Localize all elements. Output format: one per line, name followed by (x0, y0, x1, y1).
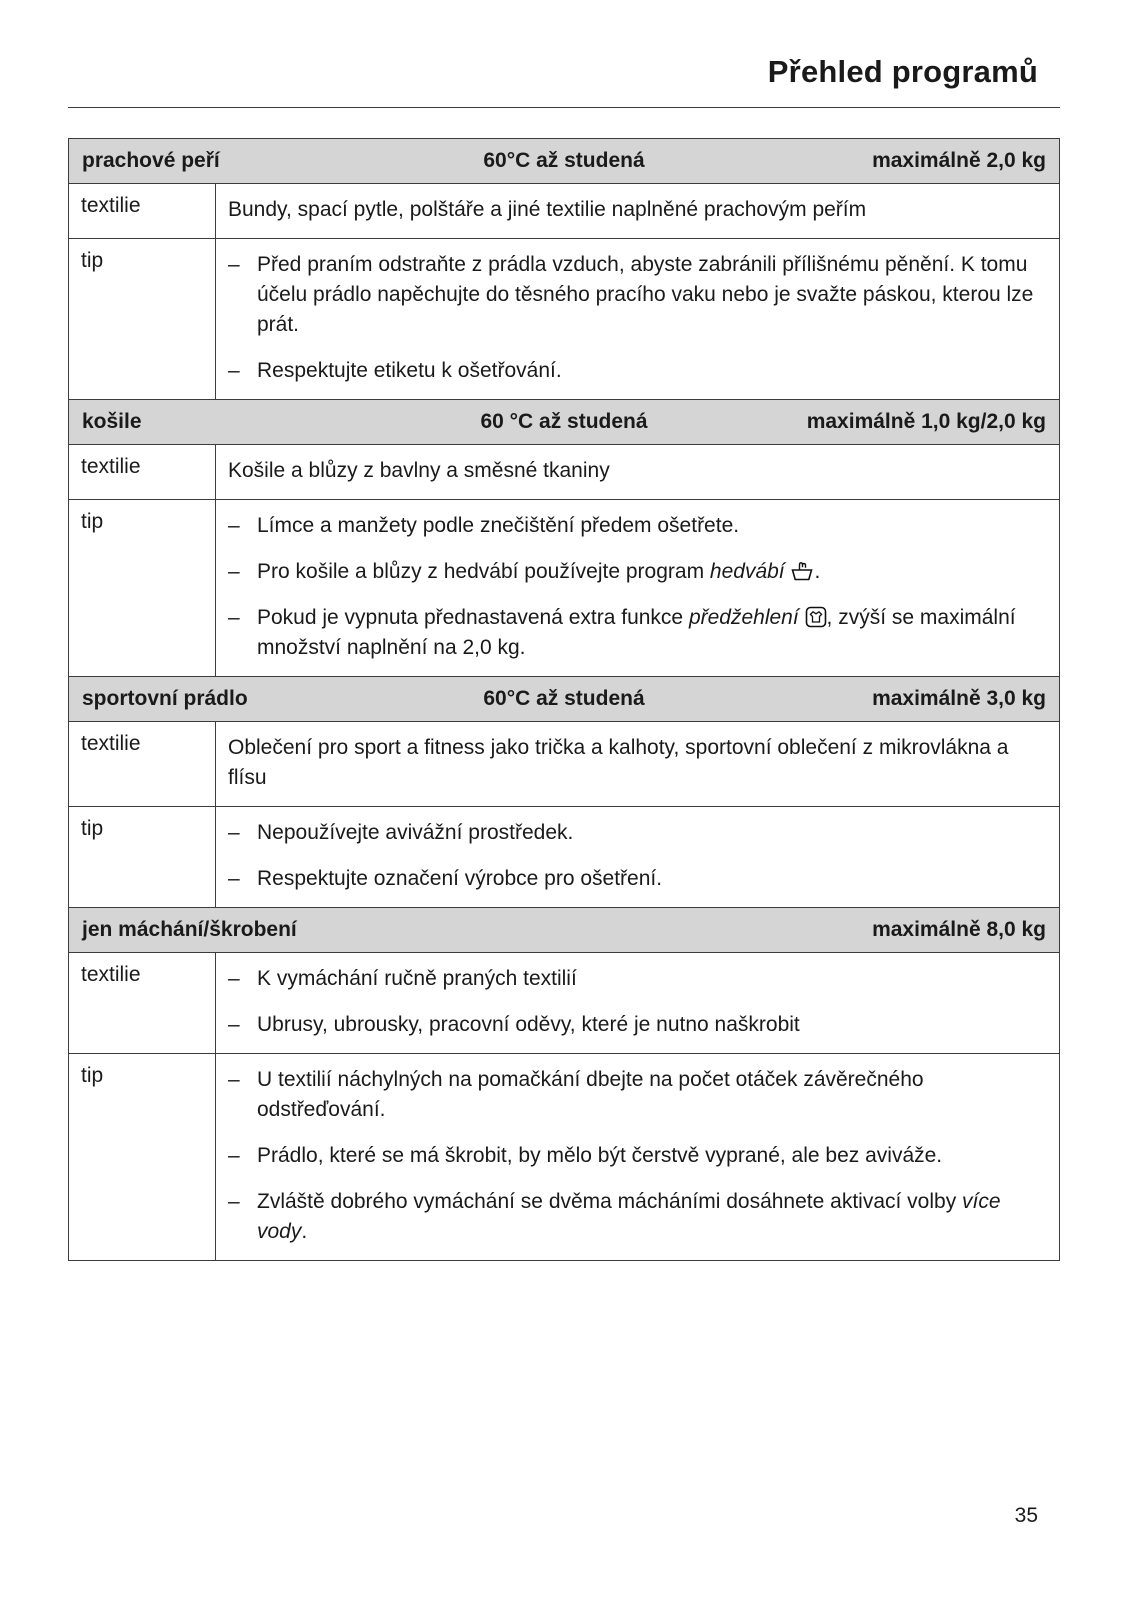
text-segment: K vymáchání ručně praných textilií (257, 967, 577, 990)
row-content (216, 445, 1059, 499)
program-row (69, 238, 1059, 399)
programs-table (68, 138, 1060, 1261)
row-label: tip (69, 1054, 216, 1260)
dash-bullet: – (228, 1144, 240, 1167)
dash-bullet: – (228, 967, 240, 990)
text-segment: , zvýší se maximální množství naplnění na 2,0 kg. (257, 606, 1016, 659)
textile-description (228, 733, 1045, 793)
program-section (69, 139, 1059, 399)
row-label: textilie (69, 953, 216, 1053)
list-item (228, 1010, 1045, 1040)
list-item-text (257, 1141, 1045, 1171)
row-content (216, 500, 1059, 676)
dash-bullet: – (228, 1190, 240, 1213)
text-segment: Pokud je vypnuta přednastavená extra funkce (257, 606, 689, 629)
text-segment: Před praním odstraňte z prádla vzduch, abyste zabránili přílišnému pěnění. K tomu účelu prádlo napěchujte do těsného pracího vaku nebo je svažte páskou, kterou lze prát. (257, 253, 1034, 336)
program-name: prachové peří (82, 149, 220, 172)
list-item (228, 818, 1045, 848)
list-item (228, 864, 1045, 894)
text-segment: . (814, 560, 821, 583)
text-segment: Límce a manžety podle znečištění předem ošetřete. (257, 514, 740, 537)
program-row (69, 1053, 1059, 1260)
dash-bullet: – (228, 867, 240, 890)
row-label: tip (69, 239, 216, 399)
list-item-text (257, 557, 1045, 587)
row-label: textilie (69, 184, 216, 238)
text-segment: Bundy, spací pytle, polštáře a jiné textilie naplněné prachovým peřím (228, 198, 867, 221)
program-section (69, 676, 1059, 907)
program-header (69, 908, 1059, 952)
list-item-text (257, 964, 1045, 994)
dash-bullet: – (228, 606, 240, 629)
program-temperature: 60 °C až studená (480, 410, 648, 433)
program-temperature: 60°C až studená (483, 149, 645, 172)
text-segment: Ubrusy, ubrousky, pracovní oděvy, které je nutno naškrobit (257, 1013, 800, 1036)
page-number: 35 (1014, 1504, 1038, 1527)
dash-bullet: – (228, 1068, 240, 1091)
list-item (228, 356, 1045, 386)
dash-bullet: – (228, 560, 240, 583)
program-row (69, 444, 1059, 499)
program-max-load: maximálně 2,0 kg (872, 149, 1046, 172)
text-segment: Košile a blůzy z bavlny a směsné tkaniny (228, 459, 610, 482)
list-item (228, 603, 1045, 663)
text-segment: Zvláště dobrého vymáchání se dvěma mácháními dosáhnete aktivací volby (257, 1190, 963, 1213)
row-content (216, 953, 1059, 1053)
italic-term: více vody (257, 1190, 1001, 1243)
row-label: tip (69, 500, 216, 676)
title-rule (68, 107, 1060, 108)
list-item-text (257, 511, 1045, 541)
textile-description (228, 195, 1045, 225)
row-label: textilie (69, 722, 216, 806)
program-row (69, 183, 1059, 238)
text-segment: U textilií náchylných na pomačkání dbejte na počet otáček závěrečného odstřeďování. (257, 1068, 924, 1121)
list-item-text (257, 1010, 1045, 1040)
list-item (228, 511, 1045, 541)
row-label: tip (69, 807, 216, 907)
list-item-text (257, 356, 1045, 386)
program-name: košile (82, 410, 142, 433)
textile-description (228, 456, 1045, 486)
row-content (216, 722, 1059, 806)
text-segment: Nepoužívejte avivážní prostředek. (257, 821, 574, 844)
list-item (228, 557, 1045, 587)
dash-bullet: – (228, 253, 240, 276)
program-temperature: 60°C až studená (483, 687, 645, 710)
list-item-text (257, 818, 1045, 848)
program-row (69, 806, 1059, 907)
dash-bullet: – (228, 514, 240, 537)
row-content (216, 1054, 1059, 1260)
program-section (69, 907, 1059, 1260)
text-segment: Respektujte etiketu k ošetřování. (257, 359, 562, 382)
row-content (216, 239, 1059, 399)
program-row (69, 952, 1059, 1053)
program-max-load: maximálně 3,0 kg (872, 687, 1046, 710)
list-item-text (257, 1065, 1045, 1125)
dash-bullet: – (228, 821, 240, 844)
dash-bullet: – (228, 1013, 240, 1036)
program-section (69, 399, 1059, 676)
text-segment: . (301, 1220, 308, 1243)
program-header (69, 400, 1059, 444)
row-content (216, 184, 1059, 238)
text-segment: Pro košile a blůzy z hedvábí používejte program (257, 560, 710, 583)
list-item (228, 1187, 1045, 1247)
text-segment: Prádlo, které se má škrobit, by mělo být čerstvě vyprané, ale bez aviváže. (257, 1144, 943, 1167)
text-segment: Oblečení pro sport a fitness jako trička a kalhoty, sportovní oblečení z mikrovlákna a flísu (228, 736, 1009, 789)
handwash-icon (790, 560, 814, 582)
program-max-load: maximálně 1,0 kg/2,0 kg (806, 410, 1046, 433)
italic-term: předžehlení (688, 606, 799, 629)
program-row (69, 721, 1059, 806)
program-max-load: maximálně 8,0 kg (872, 918, 1046, 941)
row-label: textilie (69, 445, 216, 499)
text-segment: Respektujte označení výrobce pro ošetření. (257, 867, 663, 890)
program-name: jen máchání/škrobení (82, 918, 297, 941)
program-name: sportovní prádlo (82, 687, 248, 710)
page-title: Přehled programů (767, 54, 1038, 89)
list-item (228, 964, 1045, 994)
dash-bullet: – (228, 359, 240, 382)
pre-iron-icon (805, 606, 827, 628)
list-item (228, 250, 1045, 340)
list-item (228, 1065, 1045, 1125)
program-header (69, 139, 1059, 183)
italic-term: hedvábí (709, 560, 785, 583)
list-item-text (257, 864, 1045, 894)
list-item-text (257, 603, 1045, 663)
program-header (69, 677, 1059, 721)
row-content (216, 807, 1059, 907)
program-row (69, 499, 1059, 676)
list-item-text (257, 1187, 1045, 1247)
list-item-text (257, 250, 1045, 340)
list-item (228, 1141, 1045, 1171)
